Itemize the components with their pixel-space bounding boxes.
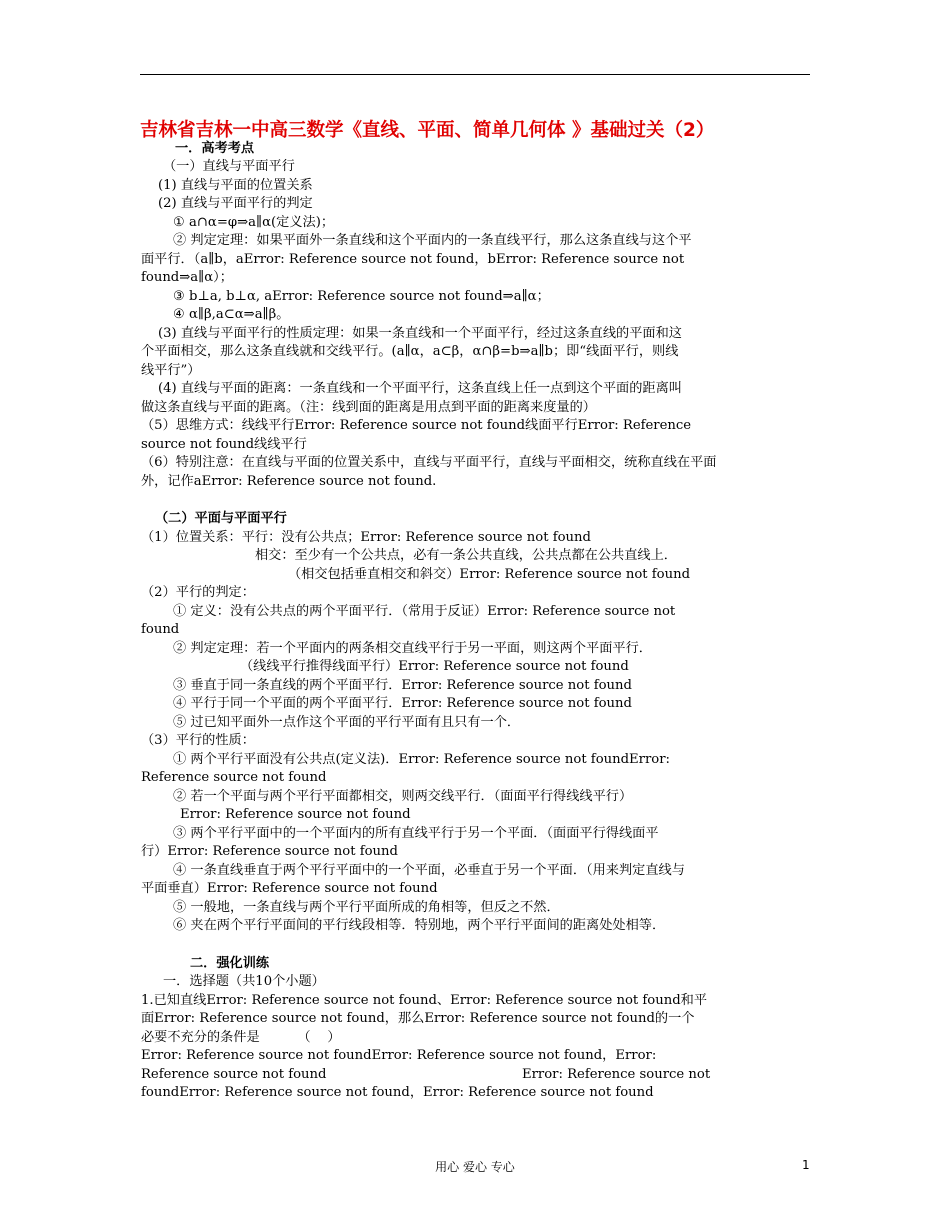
text-line: found⇒a∥α）； [141,270,233,285]
header-rule [140,74,810,75]
text-line: ⑤ 一般地，一条直线与两个平行平面所成的角相等，但反之不然． [173,900,560,915]
text-line: (1) 直线与平面的位置关系 [158,178,313,193]
text-line: 1.已知直线Error: Reference source not found、Error: Reference source not found和平 [141,993,708,1008]
text-line: （6）特别注意：在直线与平面的位置关系中，直线与平面平行，直线与平面相交，统称直线在平面 [141,455,717,470]
page-footer: 用心 爱心 专心 [435,1160,515,1174]
text-line: (2) 直线与平面平行的判定 [158,196,313,211]
page-number: 1 [802,1158,810,1172]
document-title: 吉林省吉林一中高三数学《直线、平面、简单几何体 》基础过关（2） [140,120,715,141]
text-line: ③ b⊥a, b⊥α, aError: Reference source not found⇒a∥α； [173,289,550,304]
text-line: 必要不充分的条件是 （ ） [141,1030,341,1045]
text-line: ⑥ 夹在两个平行平面间的平行线段相等．特别地，两个平行平面间的距离处处相等． [173,918,666,933]
text-line: ① 定义：没有公共点的两个平面平行．（常用于反证）Error: Reference source not [173,604,676,619]
text-line: Error: Reference source not [522,1067,711,1082]
text-line: 行）Error: Reference source not found [141,844,398,859]
text-line: 线平行”） [141,363,201,378]
text-line: (4) 直线与平面的距离：一条直线和一个平面平行，这条直线上任一点到这个平面的距离叫 [158,381,682,396]
text-line: （1）位置关系：平行：没有公共点；Error: Reference source not found [141,530,591,545]
text-line: (3) 直线与平面平行的性质定理：如果一条直线和一个平面平行，经过这条直线的平面和这 [158,326,682,341]
text-line: ② 判定定理：若一个平面内的两条相交直线平行于另一平面，则这两个平面平行． [173,641,652,656]
text-line: Error: Reference source not foundError: Reference source not found，Error: [141,1048,657,1063]
text-line: Reference source not found [141,770,327,785]
text-line: source not found线线平行 [141,437,307,452]
text-line: （2）平行的判定： [141,585,255,600]
text-line: （5）思维方式：线线平行Error: Reference source not found线面平行Error: Reference [141,418,692,433]
text-line: 面Error: Reference source not found，那么Error: Reference source not found的一个 [141,1011,695,1026]
text-line: ③ 垂直于同一条直线的两个平面平行．Error: Reference source not found [173,678,632,693]
text-line: （3）平行的性质： [141,733,255,748]
text-line: 相交：至少有一个公共点，必有一条公共直线，公共点都在公共直线上． [255,548,677,563]
text-line: ④ 一条直线垂直于两个平行平面中的一个平面，必垂直于另一个平面．（用来判定直线与 [173,863,685,878]
text-line: ③ 两个平行平面中的一个平面内的所有直线平行于另一个平面．（面面平行得线面平 [173,826,659,841]
text-line: ① a∩α=φ⇒a∥α(定义法)； [173,215,335,230]
text-line: foundError: Reference source not found，Error: Reference source not found [141,1085,654,1100]
text-line: （相交包括垂直相交和斜交）Error: Reference source not found [288,567,691,582]
section-heading: （二）平面与平面平行 [155,511,287,526]
text-line: 外，记作aError: Reference source not found. [141,474,437,489]
text-line: ④ α∥β,a⊂α⇒a∥β。 [173,307,290,322]
text-line: 一．选择题（共10个小题） [163,974,325,989]
text-line: found [141,622,180,637]
text-line: （线线平行推得线面平行）Error: Reference source not found [240,659,629,674]
section-heading: 一．高考考点 [175,141,255,156]
text-line: ① 两个平行平面没有公共点(定义法)．Error: Reference source not foundError: [173,752,670,767]
text-line: （一）直线与平面平行 [163,159,295,174]
text-line: 做这条直线与平面的距离。（注：线到面的距离是用点到平面的距离来度量的） [141,400,596,415]
text-line: 个平面相交，那么这条直线就和交线平行。(a∥α，a⊂β，α∩β=b⇒a∥b；即“线面平行，则线 [141,344,679,359]
text-line: 面平行．（a∥b，aError: Reference source not found，bError: Reference source not [141,252,685,267]
text-line: ④ 平行于同一个平面的两个平面平行．Error: Reference source not found [173,696,632,711]
text-line: ⑤ 过已知平面外一点作这个平面的平行平面有且只有一个． [173,715,521,730]
text-line: 平面垂直）Error: Reference source not found [141,881,438,896]
text-line: ② 若一个平面与两个平行平面都相交，则两交线平行．（面面平行得线线平行） [173,789,633,804]
text-line: Reference source not found [141,1067,327,1082]
text-line: Error: Reference source not found [180,807,411,822]
section-heading: 二．强化训练 [190,956,270,971]
text-line: ② 判定定理：如果平面外一条直线和这个平面内的一条直线平行，那么这条直线与这个平 [173,233,692,248]
